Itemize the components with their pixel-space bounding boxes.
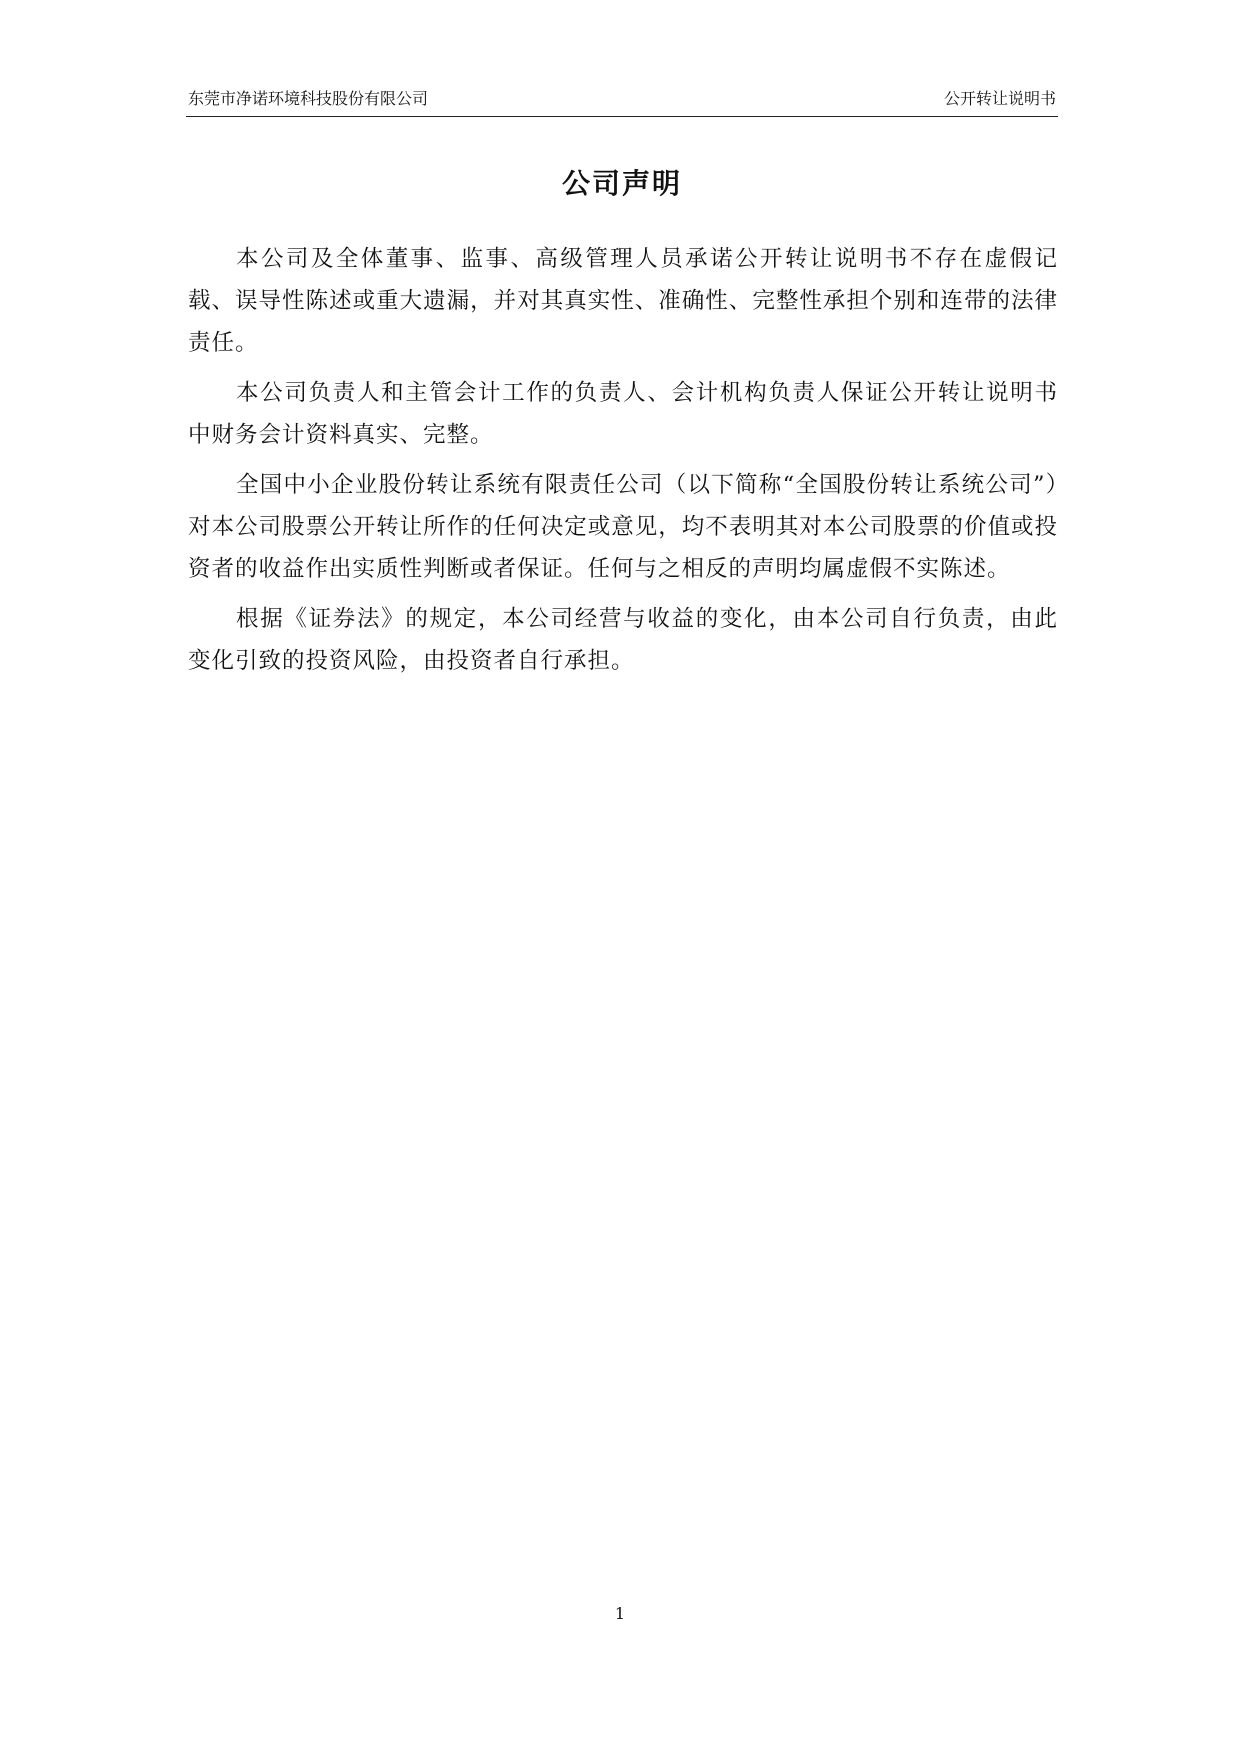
statement-body — [188, 238, 1058, 690]
statement-paragraph-2: 本公司负责人和主管会计工作的负责人、会计机构负责人保证公开转让说明书中财务会计资料真实、完整。 — [188, 380, 1058, 448]
statement-paragraph-4: 根据《证券法》的规定，本公司经营与收益的变化，由本公司自行负责，由此变化引致的投资风险，由投资者自行承担。 — [188, 606, 1058, 674]
page-header — [186, 88, 1058, 117]
statement-paragraph-1: 本公司及全体董事、监事、高级管理人员承诺公开转让说明书不存在虚假记载、误导性陈述或重大遗漏，并对其真实性、准确性、完整性承担个别和连带的法律责任。 — [188, 246, 1058, 356]
statement-paragraph-3: 全国中小企业股份转让系统有限责任公司（以下简称“全国股份转让系统公司”）对本公司股票公开转让所作的任何决定或意见，均不表明其对本公司股票的价值或投资者的收益作出实质性判断或者保证。任何与之相反的声明均属虚假不实陈述。 — [188, 472, 1058, 582]
header-document-type: 公开转让说明书 — [943, 89, 1056, 108]
section-title: 公司声明 — [561, 167, 682, 200]
page-number: 1 — [614, 1604, 626, 1623]
header-company-name: 东莞市净诺环境科技股份有限公司 — [188, 89, 429, 108]
